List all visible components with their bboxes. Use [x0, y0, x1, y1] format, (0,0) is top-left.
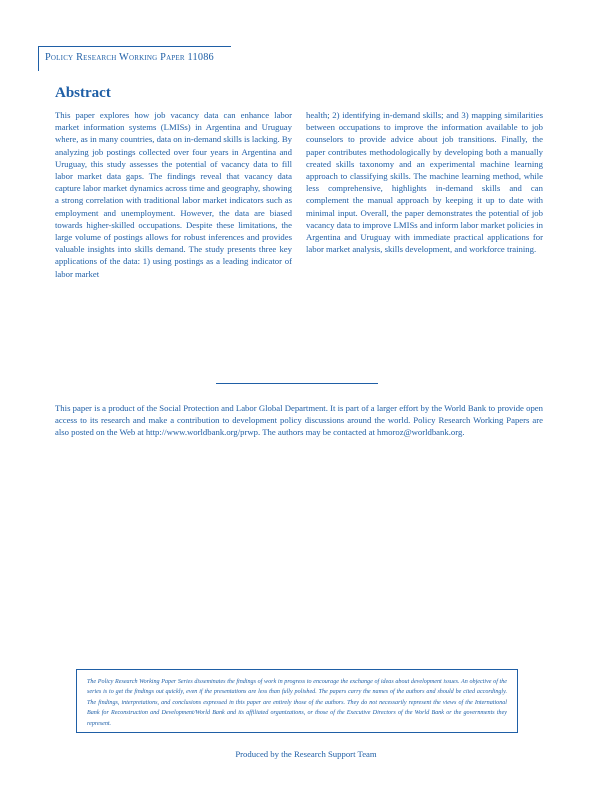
footer-credit: Produced by the Research Support Team: [235, 749, 377, 759]
product-note: This paper is a product of the Social Protection and Labor Global Department. It is part of a larger effort by the World Bank to provide open access to its research and make a contribution to development policy discussions around the world. Policy Research Working Papers are also posted on the Web at http://www.worldbank.org/prwp. The authors may be contacted at hmoroz@worldbank.org.: [55, 403, 543, 438]
section-divider: [216, 383, 378, 384]
series-header-frame: [38, 46, 231, 71]
abstract-body: [55, 109, 543, 280]
abstract-heading: Abstract: [55, 85, 111, 101]
abstract-column-left: This paper explores how job vacancy data can enhance labor market information systems (LMISs) in Argentina and Uruguay where, as in many countries, data on in-demand skills is lacking. By analyzing job postings collected over four years in Argentina and Uruguay, this study assesses the potential of vacancy data to fill labor market data gaps. The findings reveal that vacancy data capture labor market dynamics across time and geography, showing a strong correlation with traditional labor market indicators such as employment and unemployment. However, the data are biased towards higher-skilled occupations. Despite these limitations, the large volume of postings allows for robust inferences and provides valuable insights into skills demand. The study presents three key applications of the data: 1) using postings as a leading indicator of labor market: [55, 110, 292, 279]
series-title: Policy Research Working Paper 11086: [45, 52, 214, 63]
abstract-column-right: health; 2) identifying in-demand skills; and 3) mapping similarities between occupations to improve the information available to job counselors to provide advice about job transitions. Finally, the paper contributes methodologically by developing both a manually created skills taxonomy and an experimental machine learning approach to classifying skills. The machine learning method, while less comprehensive, highlights in-demand skills and can complement the manual approach by keeping it up to date with minimal input. Overall, the paper demonstrates the potential of job vacancy data to improve LMISs and inform labor market policies in Argentina and Uruguay with immediate practical applications for labor market analysis, skills development, and workforce training.: [306, 110, 543, 255]
disclaimer-text: The Policy Research Working Paper Series disseminates the findings of work in progress to encourage the exchange of ideas about development issues. An objective of the series is to get the findings out quickly, even if the presentations are less than fully polished. The papers carry the names of the authors and should be cited accordingly. The findings, interpretations, and conclusions expressed in this paper are entirely those of the authors. They do not necessarily represent the views of the International Bank for Reconstruction and Development/World Bank and its affiliated organizations, or those of the Executive Directors of the World Bank or the governments they represent.: [87, 679, 507, 727]
disclaimer-box: [76, 669, 518, 733]
